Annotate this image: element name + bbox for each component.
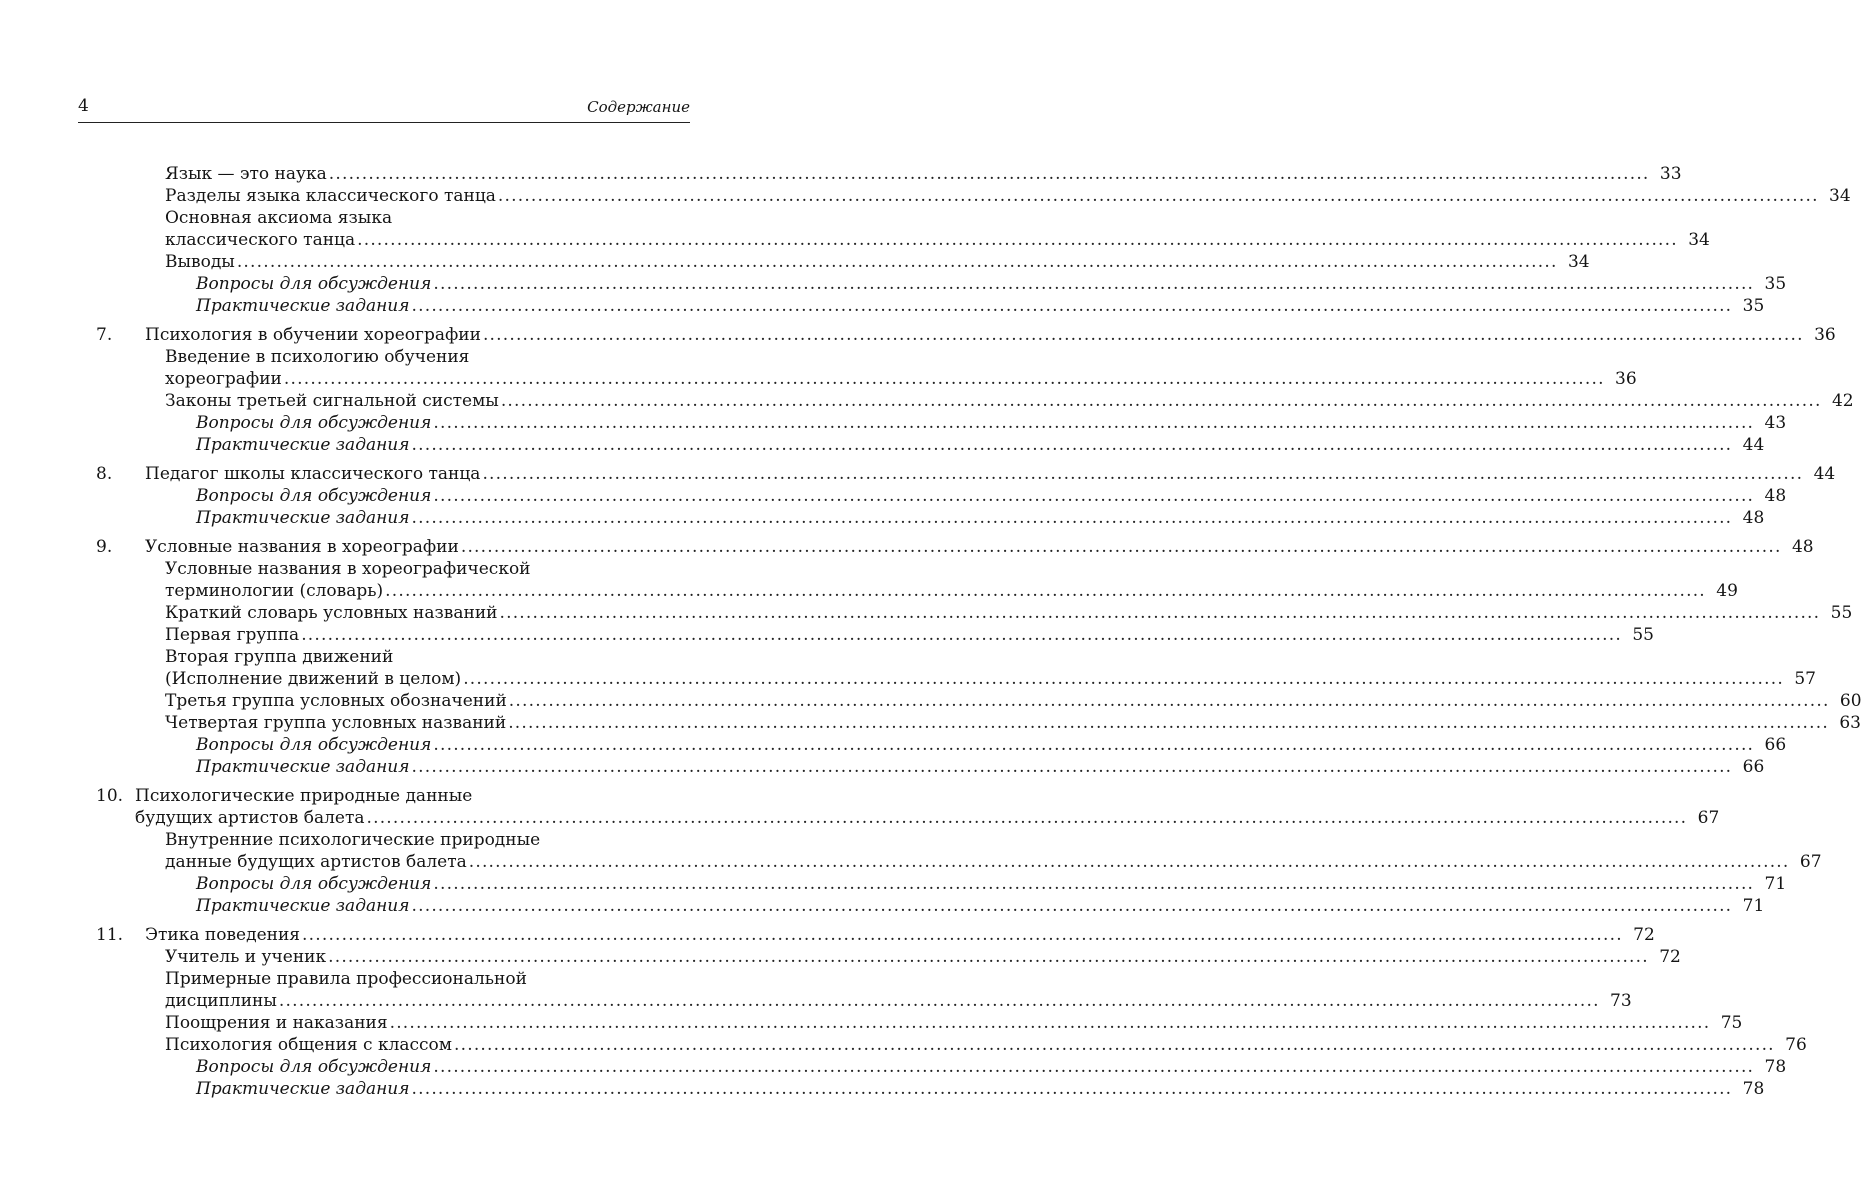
toc-entry [0,873,1787,895]
toc-entry-title: Первая группа [165,625,300,645]
toc-entry [0,295,1765,317]
toc-entry [0,1012,1743,1034]
toc-page-number: 67 [1697,808,1720,828]
toc-entry [0,756,1765,778]
toc-entry [0,807,1720,829]
toc-page-number: 35 [1764,274,1787,294]
toc-entry [0,346,769,368]
chapter-number: 7. [96,325,113,345]
dot-leader: ........................................................................................................................................................................................................ [468,852,1790,872]
toc-page-number: 36 [1814,325,1836,345]
dot-leader: ........................................................................................................................................................................................................ [389,1013,1711,1033]
toc-entry-title: Выводы [165,252,235,272]
toc-entry-title: Практические задания [196,508,410,528]
toc-page-number: 67 [1799,852,1822,872]
dot-leader: ........................................................................................................................................................................................................ [411,757,1733,777]
toc-entry-title: Вопросы для обсуждения [196,486,432,506]
toc-page-number: 71 [1742,896,1765,916]
toc-entry [0,734,1787,756]
toc-page-number: 66 [1764,735,1787,755]
toc-entry [0,207,769,229]
toc-page-number: 34 [1688,230,1710,250]
toc-entry [0,895,1765,917]
toc-entry-title: Практические задания [196,757,410,777]
toc-entry [0,434,1765,456]
toc-page-number: 55 [1830,603,1853,623]
dot-leader: ........................................................................................................................................................................................................ [411,435,1733,455]
toc-page-number: 73 [1610,991,1632,1011]
toc-entry-title: Практические задания [196,896,410,916]
dot-leader: ........................................................................................................................................................................................................ [433,486,1755,506]
dot-leader: ........................................................................................................................................................................................................ [433,274,1755,294]
table-of-contents [0,163,1862,1100]
toc-entry [0,324,1836,346]
toc-entry-title: Язык — это наука [165,164,327,184]
toc-page-number: 78 [1742,1079,1765,1099]
toc-entry [0,536,1814,558]
toc-entry-title: Психология общения с классом [165,1035,453,1055]
toc-page-number: 48 [1742,508,1765,528]
dot-leader: ........................................................................................................................................................................................................ [236,252,1558,272]
page-header [78,92,690,123]
dot-leader: ........................................................................................................................................................................................................ [328,164,1650,184]
dot-leader: ........................................................................................................................................................................................................ [508,691,1830,711]
toc-entry [0,558,769,580]
toc-page-number: 42 [1831,391,1854,411]
dot-leader: ........................................................................................................................................................................................................ [411,508,1733,528]
toc-entry-title: Введение в психологию обучения [165,347,470,367]
dot-leader: ........................................................................................................................................................................................................ [433,1057,1755,1077]
dot-leader: ........................................................................................................................................................................................................ [385,581,1706,601]
toc-page-number: 60 [1839,691,1862,711]
toc-entry [0,851,1822,873]
dot-leader: ........................................................................................................................................................................................................ [357,230,1678,250]
toc-entry [0,412,1787,434]
dot-leader: ........................................................................................................................................................................................................ [482,464,1804,484]
toc-page-number: 48 [1791,537,1814,557]
toc-entry [0,646,769,668]
dot-leader: ........................................................................................................................................................................................................ [433,413,1755,433]
toc-entry [0,968,769,990]
toc-entry-title: Краткий словарь условных названий [165,603,498,623]
dot-leader: ........................................................................................................................................................................................................ [482,325,1804,345]
toc-page-number: 33 [1659,164,1682,184]
toc-entry [0,924,1655,946]
toc-page-number: 78 [1764,1057,1787,1077]
dot-leader: ........................................................................................................................................................................................................ [497,186,1819,206]
toc-entry [0,990,1632,1012]
dot-leader: ........................................................................................................................................................................................................ [301,625,1622,645]
toc-page-number: 34 [1567,252,1590,272]
toc-entry-title: Психология в обучении хореографии [145,325,481,345]
dot-leader: ........................................................................................................................................................................................................ [366,808,1688,828]
toc-entry-title: Практические задания [196,1079,410,1099]
dot-leader: ........................................................................................................................................................................................................ [433,735,1755,755]
toc-entry [0,946,1681,968]
toc-entry [0,1078,1765,1100]
toc-entry [0,185,1851,207]
toc-page-number: 71 [1764,874,1787,894]
toc-entry-title: Законы третьей сигнальной системы [165,391,499,411]
toc-entry [0,690,1862,712]
toc-entry-title: Вопросы для обсуждения [196,274,432,294]
toc-page-number: 72 [1659,947,1681,967]
toc-entry-title: Примерные правила профессиональной [165,969,527,989]
toc-page-number: 35 [1742,296,1765,316]
toc-page-number: 44 [1742,435,1765,455]
toc-page-number: 48 [1764,486,1787,506]
toc-entry-title: Педагог школы классического танца [145,464,481,484]
dot-leader: ........................................................................................................................................................................................................ [411,1079,1733,1099]
toc-page-number: 43 [1764,413,1787,433]
toc-entry-title: Вопросы для обсуждения [196,874,432,894]
toc-entry-title: дисциплины [165,991,277,1011]
toc-page-number: 63 [1839,713,1861,733]
toc-entry-title: терминологии (словарь) [165,581,384,601]
toc-entry [0,624,1654,646]
toc-entry-title: Внутренние психологические природные [165,830,541,850]
chapter-number: 9. [96,537,113,557]
dot-leader: ........................................................................................................................................................................................................ [500,391,1822,411]
chapter-number: 10. [96,786,124,806]
toc-entry [0,668,1816,690]
toc-entry-title: Практические задания [196,435,410,455]
toc-page-number: 76 [1785,1035,1807,1055]
toc-entry-title: Вопросы для обсуждения [196,735,432,755]
toc-entry [0,368,1637,390]
toc-entry-title: Условные названия в хореографической [165,559,531,579]
toc-entry [0,507,1765,529]
toc-page-number: 66 [1742,757,1765,777]
toc-page-number: 72 [1633,925,1655,945]
toc-entry-title: классического танца [165,230,356,250]
toc-entry-title: Четвертая группа условных названий [165,713,507,733]
toc-entry-title: Психологические природные данные [135,786,473,806]
chapter-number: 8. [96,464,113,484]
toc-entry [0,251,1590,273]
toc-page-number: 57 [1794,669,1816,689]
toc-entry-title: Вопросы для обсуждения [196,413,432,433]
running-title: Содержание [587,98,690,116]
toc-entry-title: данные будущих артистов балета [165,852,467,872]
toc-entry-title: Этика поведения [145,925,301,945]
toc-entry [0,580,1738,602]
toc-entry-title: (Исполнение движений в целом) [165,669,462,689]
dot-leader: ........................................................................................................................................................................................................ [499,603,1821,623]
toc-entry [0,273,1787,295]
dot-leader: ........................................................................................................................................................................................................ [433,874,1755,894]
page-number: 4 [78,96,89,116]
toc-entry-title: Основная аксиома языка [165,208,393,228]
toc-entry [0,229,1710,251]
dot-leader: ........................................................................................................................................................................................................ [463,669,1784,689]
toc-entry-title: Поощрения и наказания [165,1013,388,1033]
toc-page-number: 75 [1720,1013,1743,1033]
toc-entry-title: Разделы языка классического танца [165,186,496,206]
toc-entry [0,163,1682,185]
toc-entry [0,1056,1787,1078]
toc-page-number: 34 [1829,186,1851,206]
toc-page-number: 44 [1813,464,1836,484]
toc-page-number: 49 [1716,581,1738,601]
toc-entry-title: будущих артистов балета [135,808,365,828]
dot-leader: ........................................................................................................................................................................................................ [411,296,1733,316]
toc-entry-title: Учитель и ученик [165,947,327,967]
toc-entry [0,712,1861,734]
toc-entry-title: Вторая группа движений [165,647,394,667]
dot-leader: ........................................................................................................................................................................................................ [328,947,1649,967]
dot-leader: ........................................................................................................................................................................................................ [460,537,1782,557]
toc-entry [0,463,1836,485]
dot-leader: ........................................................................................................................................................................................................ [411,896,1733,916]
toc-entry-title: Вопросы для обсуждения [196,1057,432,1077]
dot-leader: ........................................................................................................................................................................................................ [278,991,1600,1011]
toc-entry [0,390,1854,412]
dot-leader: ........................................................................................................................................................................................................ [283,369,1605,389]
dot-leader: ........................................................................................................................................................................................................ [508,713,1829,733]
dot-leader: ........................................................................................................................................................................................................ [454,1035,1775,1055]
chapter-number: 11. [96,925,124,945]
toc-entry-title: Практические задания [196,296,410,316]
toc-entry-title: Третья группа условных обозначений [165,691,507,711]
toc-entry [0,602,1853,624]
toc-entry-title: хореографии [165,369,282,389]
toc-entry [0,829,769,851]
toc-page-number: 55 [1632,625,1654,645]
toc-page-number: 36 [1615,369,1637,389]
toc-entry [0,485,1787,507]
toc-entry-title: Условные названия в хореографии [145,537,459,557]
toc-entry [0,785,769,807]
toc-entry [0,1034,1807,1056]
dot-leader: ........................................................................................................................................................................................................ [302,925,1623,945]
